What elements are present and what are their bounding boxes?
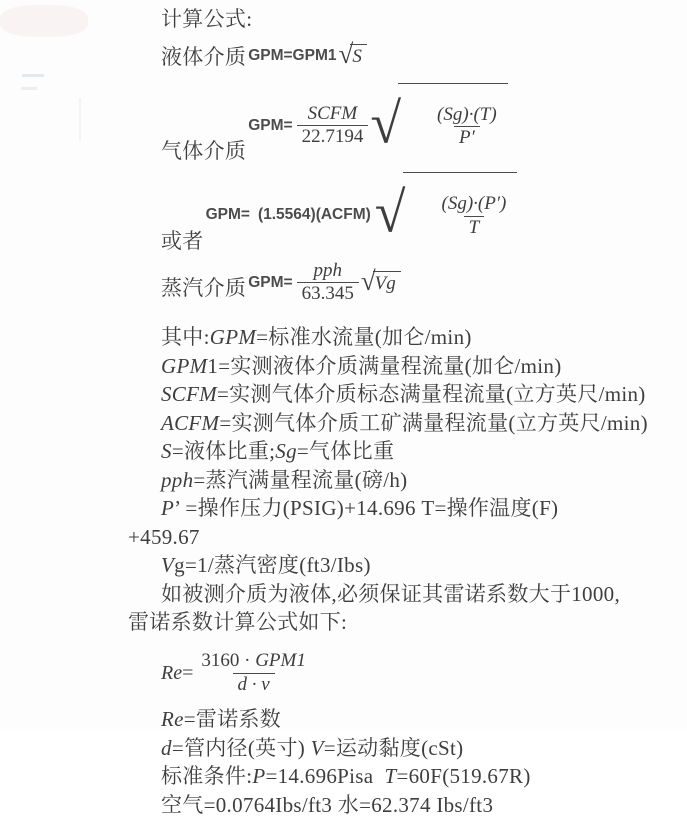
formula-gas-equation: GPM= bbox=[248, 116, 293, 134]
text-segment: SCFM bbox=[161, 382, 218, 407]
reynolds-coefficient: 3160 · bbox=[201, 649, 256, 671]
paragraph-line-continuation bbox=[128, 608, 677, 637]
text-segment: V bbox=[161, 553, 175, 578]
formula-reynolds bbox=[128, 650, 677, 697]
text-segment: =实测气体介质工矿满量程流量(立方英尺/min) bbox=[219, 410, 648, 435]
text-segment: GPM bbox=[209, 325, 257, 350]
definitions-block-2 bbox=[128, 705, 677, 819]
sqrt-radical-symbol: √ bbox=[338, 39, 354, 69]
formula-steam-label: 蒸汽介质 bbox=[161, 276, 247, 301]
definition-line bbox=[128, 437, 677, 466]
text-segment: =运动黏度(cSt) bbox=[323, 735, 464, 760]
sqrt-expression bbox=[370, 83, 507, 170]
formula-gas bbox=[128, 83, 677, 170]
fraction bbox=[196, 650, 310, 697]
text-segment: g=1/蒸汽密度(ft3/Ibs) bbox=[174, 553, 371, 578]
fraction-numerator: SCFM bbox=[307, 102, 358, 124]
sqrt-expression bbox=[338, 39, 367, 69]
formula-gas-alt bbox=[128, 172, 677, 259]
definition-line bbox=[128, 705, 677, 734]
page-title: 计算公式: bbox=[161, 7, 253, 31]
text-segment: =实测气体介质标态满量程流量(立方英尺/min) bbox=[217, 382, 646, 407]
definition-line bbox=[128, 466, 677, 495]
formula-liquid-label: 液体介质 bbox=[161, 44, 247, 69]
text-segment: d bbox=[161, 735, 172, 760]
text-segment: +459.67 bbox=[128, 524, 200, 549]
fraction-denominator: P′ bbox=[454, 126, 480, 150]
fraction bbox=[437, 193, 512, 240]
definition-line bbox=[128, 791, 677, 819]
text-segment: ACFM bbox=[161, 410, 220, 435]
definition-line bbox=[128, 734, 677, 763]
text-segment: =60F(519.67R) bbox=[396, 764, 531, 789]
definition-line bbox=[128, 762, 677, 791]
fraction-denominator: 22.7194 bbox=[297, 125, 369, 149]
formula-gas-alt-equation: GPM= bbox=[205, 206, 250, 224]
text-segment: =14.696Pisa bbox=[265, 764, 385, 789]
text-segment: V bbox=[310, 735, 324, 760]
fraction-denominator: 63.345 bbox=[297, 282, 359, 306]
definition-line bbox=[128, 551, 677, 580]
sqrt-argument bbox=[398, 83, 508, 170]
formula-gas-alt-coefficient: (1.5564)(ACFM) bbox=[257, 206, 371, 224]
sqrt-expression bbox=[375, 172, 518, 259]
formula-steam bbox=[128, 260, 677, 307]
sqrt-radical-symbol: √ bbox=[374, 181, 406, 246]
fraction-numerator: (Sg)·(P′) bbox=[441, 193, 507, 215]
scan-mark bbox=[79, 98, 81, 140]
definition-line bbox=[128, 409, 677, 438]
fraction-numerator bbox=[196, 650, 310, 673]
text-segment: GPM bbox=[161, 353, 208, 378]
definition-line bbox=[128, 352, 677, 381]
formula-liquid bbox=[128, 41, 677, 71]
fraction-denominator: d · v bbox=[233, 673, 275, 697]
formula-gas-label: 气体介质 bbox=[161, 139, 247, 164]
text-segment: 如被测介质为液体,必须保证其雷诺系数大于1000, bbox=[161, 581, 620, 606]
formula-gas-alt-label: 或者 bbox=[161, 228, 204, 253]
sqrt-argument bbox=[403, 172, 518, 259]
reynolds-variable: Re bbox=[161, 661, 183, 684]
fraction-numerator: pph bbox=[313, 259, 342, 281]
text-segment: P bbox=[161, 496, 175, 521]
sqrt-expression bbox=[360, 266, 401, 297]
fraction bbox=[297, 103, 369, 150]
definition-line-continuation bbox=[128, 523, 677, 552]
text-segment: T bbox=[384, 764, 397, 789]
text-segment: 1=实测液体介质满量程流量(加仑/min) bbox=[207, 353, 562, 378]
formula-steam-equation: GPM= bbox=[248, 273, 293, 291]
definition-line bbox=[128, 323, 677, 352]
text-segment: ’ =操作压力(PSIG)+14.696 T=操作温度(F) bbox=[174, 496, 559, 521]
text-segment: =液体比重; bbox=[171, 439, 276, 464]
text-segment: =蒸汽满量程流量(磅/h) bbox=[193, 467, 408, 492]
scan-smudge bbox=[0, 5, 88, 37]
scan-mark bbox=[21, 87, 37, 90]
text-segment: 雷诺系数计算公式如下: bbox=[128, 610, 348, 635]
scan-mark bbox=[22, 74, 44, 77]
text-segment: 空气=0.0764Ibs/ft3 水=62.374 Ibs/ft3 bbox=[161, 792, 494, 817]
text-segment: =雷诺系数 bbox=[183, 707, 282, 732]
formula-liquid-equation: GPM=GPM1 bbox=[248, 46, 337, 64]
text-segment: 标准条件: bbox=[161, 764, 253, 789]
sqrt-argument: Vg bbox=[373, 271, 401, 295]
sqrt-argument: S bbox=[350, 44, 367, 68]
text-segment: 其中: bbox=[161, 325, 210, 350]
formula-reynolds-lhs bbox=[161, 662, 193, 685]
text-segment: P bbox=[252, 764, 266, 789]
sqrt-radical-symbol: √ bbox=[360, 266, 376, 297]
fraction-numerator: (Sg)·(T) bbox=[437, 103, 497, 125]
fraction bbox=[297, 260, 359, 307]
text-segment: =标准水流量(加仑/min) bbox=[256, 325, 472, 350]
equals-sign: = bbox=[182, 661, 194, 684]
text-segment: S bbox=[161, 439, 172, 464]
sqrt-radical-symbol: √ bbox=[370, 92, 402, 156]
text-segment: pph bbox=[161, 467, 194, 492]
text-segment: =气体比重 bbox=[296, 439, 395, 464]
fraction-denominator: T bbox=[464, 216, 485, 240]
definitions-block bbox=[128, 323, 677, 637]
fraction bbox=[432, 104, 502, 151]
definition-line bbox=[128, 494, 677, 523]
paragraph-line bbox=[128, 580, 677, 609]
definition-line bbox=[128, 380, 677, 409]
text-segment: Re bbox=[161, 707, 184, 732]
text-segment: =管内径(英寸) bbox=[171, 735, 311, 760]
reynolds-num-variable: GPM1 bbox=[255, 649, 306, 671]
text-segment: Sg bbox=[275, 439, 297, 464]
